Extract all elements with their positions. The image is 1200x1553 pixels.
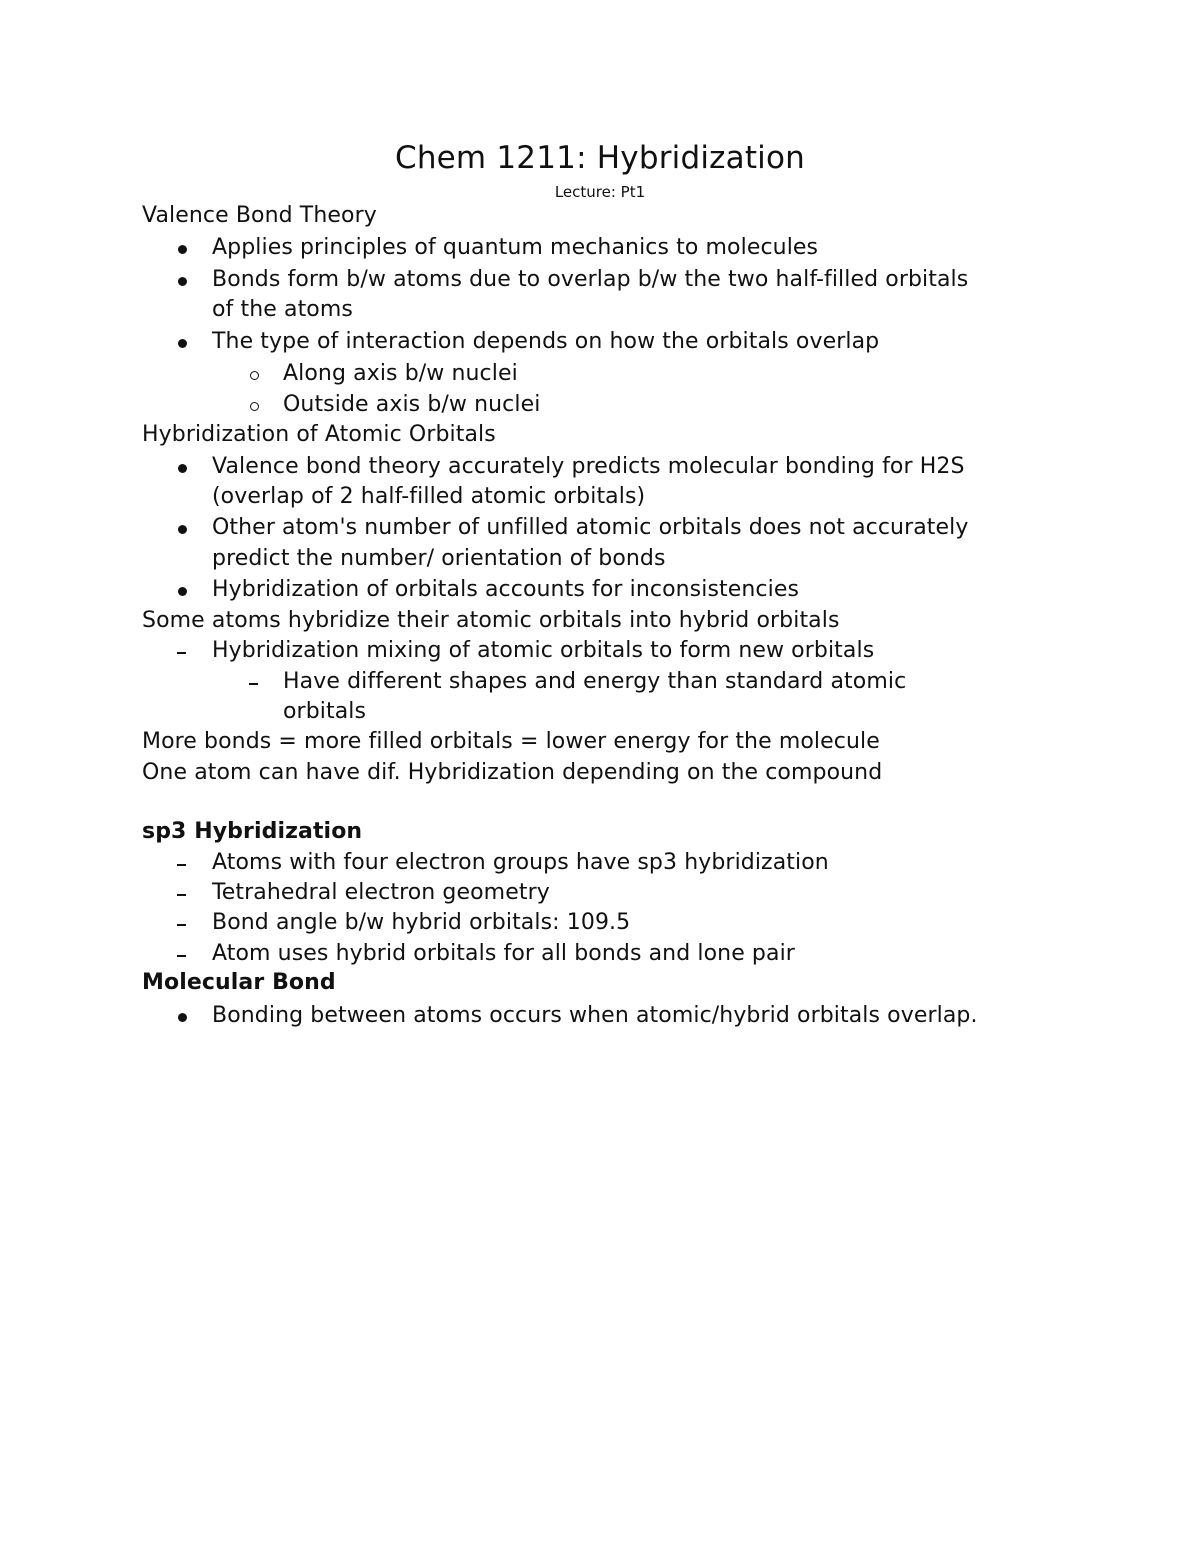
list-item: Bond angle b/w hybrid orbitals: 109.5 — [212, 910, 631, 935]
bullet-dot — [178, 277, 187, 286]
section-heading-valence-bond-theory: Valence Bond Theory — [142, 203, 377, 228]
bullet-dash — [177, 864, 186, 866]
list-item: Other atom's number of unfilled atomic orbitals does not accurately — [212, 515, 969, 540]
bullet-dot — [178, 587, 187, 596]
section-heading-hybridization-atomic-orbitals: Hybridization of Atomic Orbitals — [142, 422, 496, 447]
bullet-dash — [177, 652, 186, 654]
section-heading-sp3-hybridization: sp3 Hybridization — [142, 819, 363, 844]
bullet-dot — [178, 339, 187, 348]
bullet-circle — [250, 402, 259, 411]
paragraph-more-bonds: More bonds = more filled orbitals = lower energy for the molecule — [142, 729, 880, 754]
bullet-circle — [250, 371, 259, 380]
list-item: Bonding between atoms occurs when atomic/hybrid orbitals overlap. — [212, 1003, 978, 1028]
list-item: Applies principles of quantum mechanics to molecules — [212, 235, 819, 260]
bullet-dash — [177, 924, 186, 926]
bullet-dot — [178, 464, 187, 473]
list-item: Bonds form b/w atoms due to overlap b/w the two half-filled orbitals — [212, 267, 969, 292]
list-item: Atoms with four electron groups have sp3 hybridization — [212, 850, 829, 875]
list-subitem: Along axis b/w nuclei — [283, 361, 518, 386]
list-item: Valence bond theory accurately predicts molecular bonding for H2S — [212, 454, 965, 479]
bullet-dot — [178, 1013, 187, 1022]
page-title: Chem 1211: Hybridization — [394, 140, 806, 176]
list-subitem: Have different shapes and energy than standard atomic — [283, 669, 907, 694]
bullet-dot — [178, 245, 187, 254]
bullet-dash — [177, 894, 186, 896]
list-item: Hybridization mixing of atomic orbitals to form new orbitals — [212, 638, 875, 663]
list-item-continuation: predict the number/ orientation of bonds — [212, 546, 666, 571]
list-item: Atom uses hybrid orbitals for all bonds and lone pair — [212, 941, 795, 966]
list-item: Hybridization of orbitals accounts for inconsistencies — [212, 577, 800, 602]
list-item: The type of interaction depends on how the orbitals overlap — [212, 329, 880, 354]
list-item-continuation: of the atoms — [212, 297, 353, 322]
list-subitem-continuation: orbitals — [283, 699, 367, 724]
paragraph-some-atoms: Some atoms hybridize their atomic orbitals into hybrid orbitals — [142, 608, 840, 633]
list-item: Tetrahedral electron geometry — [212, 880, 550, 905]
list-subitem: Outside axis b/w nuclei — [283, 392, 541, 417]
page-subtitle: Lecture: Pt1 — [554, 183, 646, 201]
paragraph-one-atom: One atom can have dif. Hybridization depending on the compound — [142, 760, 883, 785]
bullet-dot — [178, 525, 187, 534]
section-heading-molecular-bond: Molecular Bond — [142, 970, 336, 995]
list-item-continuation: (overlap of 2 half-filled atomic orbitals) — [212, 484, 646, 509]
bullet-dash — [249, 683, 258, 685]
bullet-dash — [177, 955, 186, 957]
